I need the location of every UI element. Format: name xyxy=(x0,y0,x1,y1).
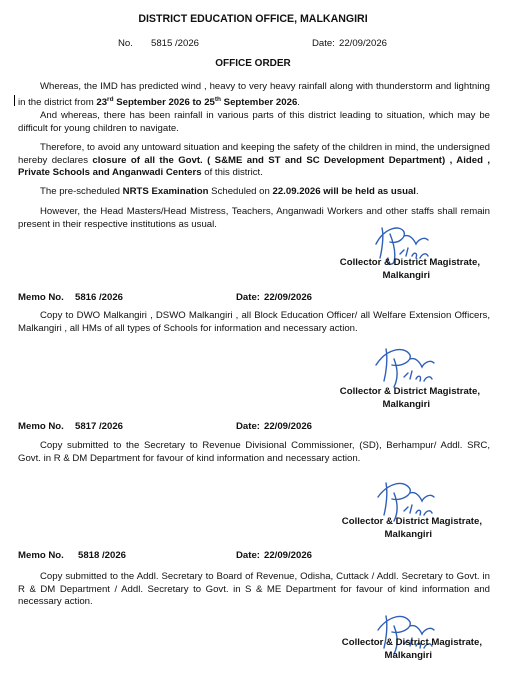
memo-date-label: Date: xyxy=(236,421,260,432)
memo-date: 22/09/2026 xyxy=(264,421,313,432)
signatory-designation: Collector & District Magistrate, xyxy=(341,516,482,527)
p1-date-start: 23rd September 2026 to 25th September 2026 xyxy=(96,95,298,108)
order-date-label: Date: xyxy=(312,38,335,49)
memo-label: Memo No. xyxy=(18,421,64,432)
p1-text: Whereas, the IMD has predicted wind , heavy to very heavy rainfall along with thunderstorm and lightning in the district from xyxy=(18,81,490,108)
paragraph-closure: Therefore, to avoid any untoward situation and keeping the safety of the children in mind, the undersigned hereby declares closure of all the Govt. ( S&ME and ST and SC Development Department) , Aided , Private Schools and Anganwadi Centers of this district. xyxy=(18,142,490,179)
memo-label: Memo No. xyxy=(18,292,64,303)
closure-declaration: closure of all the Govt. ( S&ME and ST and SC Development Department) , Aided , Private Schools and Anganwadi Centers xyxy=(18,154,490,179)
signatory-designation: Collector & District Magistrate, xyxy=(341,637,482,648)
memo-copy-text: Copy submitted to the Addl. Secretary to Board of Revenue, Odisha, Cuttack / Addl. Secretary to Govt. in R & DM Department / Addl. Secretary to Govt. in S & ME Department for favour of kind information and necessary action. xyxy=(18,571,490,608)
memo-number: 5818 /2026 xyxy=(78,550,127,561)
order-number: 5815 /2026 xyxy=(151,38,200,49)
signature-block xyxy=(300,257,480,282)
memo-label: Memo No. xyxy=(18,550,64,561)
office-heading: DISTRICT EDUCATION OFFICE, MALKANGIRI xyxy=(138,13,368,25)
memo-date: 22/09/2026 xyxy=(264,292,313,303)
nrts-exam: NRTS Examination xyxy=(122,186,209,197)
memo-number: 5816 /2026 xyxy=(75,292,124,303)
memo-date-label: Date: xyxy=(236,292,260,303)
memo-number: 5817 /2026 xyxy=(75,421,124,432)
order-date: 22/09/2026 xyxy=(339,38,388,49)
office-order-title: OFFICE ORDER xyxy=(215,58,291,69)
signatory-place: Malkangiri xyxy=(382,269,430,281)
signatory-place: Malkangiri xyxy=(384,528,432,540)
signatory-designation: Collector & District Magistrate, xyxy=(339,386,480,397)
memo-date: 22/09/2026 xyxy=(264,550,313,561)
signatory-designation: Collector & District Magistrate, xyxy=(339,257,480,268)
signatory-place: Malkangiri xyxy=(382,398,430,410)
nrts-date: 22.09.2026 will be held as usual xyxy=(272,186,416,197)
memo-copy-text: Copy submitted to the Secretary to Revenue Divisional Commissioner, (SD), Berhampur/ Addl. SRC, Govt. in R & DM Department for favour of kind information and necessary action. xyxy=(18,440,490,464)
text-cursor xyxy=(14,95,15,106)
paragraph-rainfall: And whereas, there has been rainfall in various parts of this district leading to situation, which may be difficult for young children to navigate. xyxy=(18,110,490,134)
paragraph-staff: However, the Head Masters/Head Mistress, Teachers, Anganwadi Workers and other staffs shall remain present in their respective institutions as usual. xyxy=(18,206,490,230)
paragraph-nrts: The pre-scheduled NRTS Examination Scheduled on 22.09.2026 will be held as usual. xyxy=(40,186,419,197)
paragraph-imd: Whereas, the IMD has predicted wind , heavy to very heavy rainfall along with thunderstorm and lightning in the district from 23rd September 2026 to 25th September 2026. xyxy=(18,81,490,108)
order-number-label: No. xyxy=(118,38,133,49)
signature-block xyxy=(300,386,480,411)
memo-date-label: Date: xyxy=(236,550,260,561)
signatory-place: Malkangiri xyxy=(384,649,432,661)
signature-block xyxy=(300,516,482,541)
signature-block xyxy=(300,637,482,662)
memo-copy-text: Copy to DWO Malkangiri , DSWO Malkangiri , all Block Education Officer/ all Welfare Extension Officers, Malkangiri , all HMs of all types of Schools for information and necessary action. xyxy=(18,310,490,334)
